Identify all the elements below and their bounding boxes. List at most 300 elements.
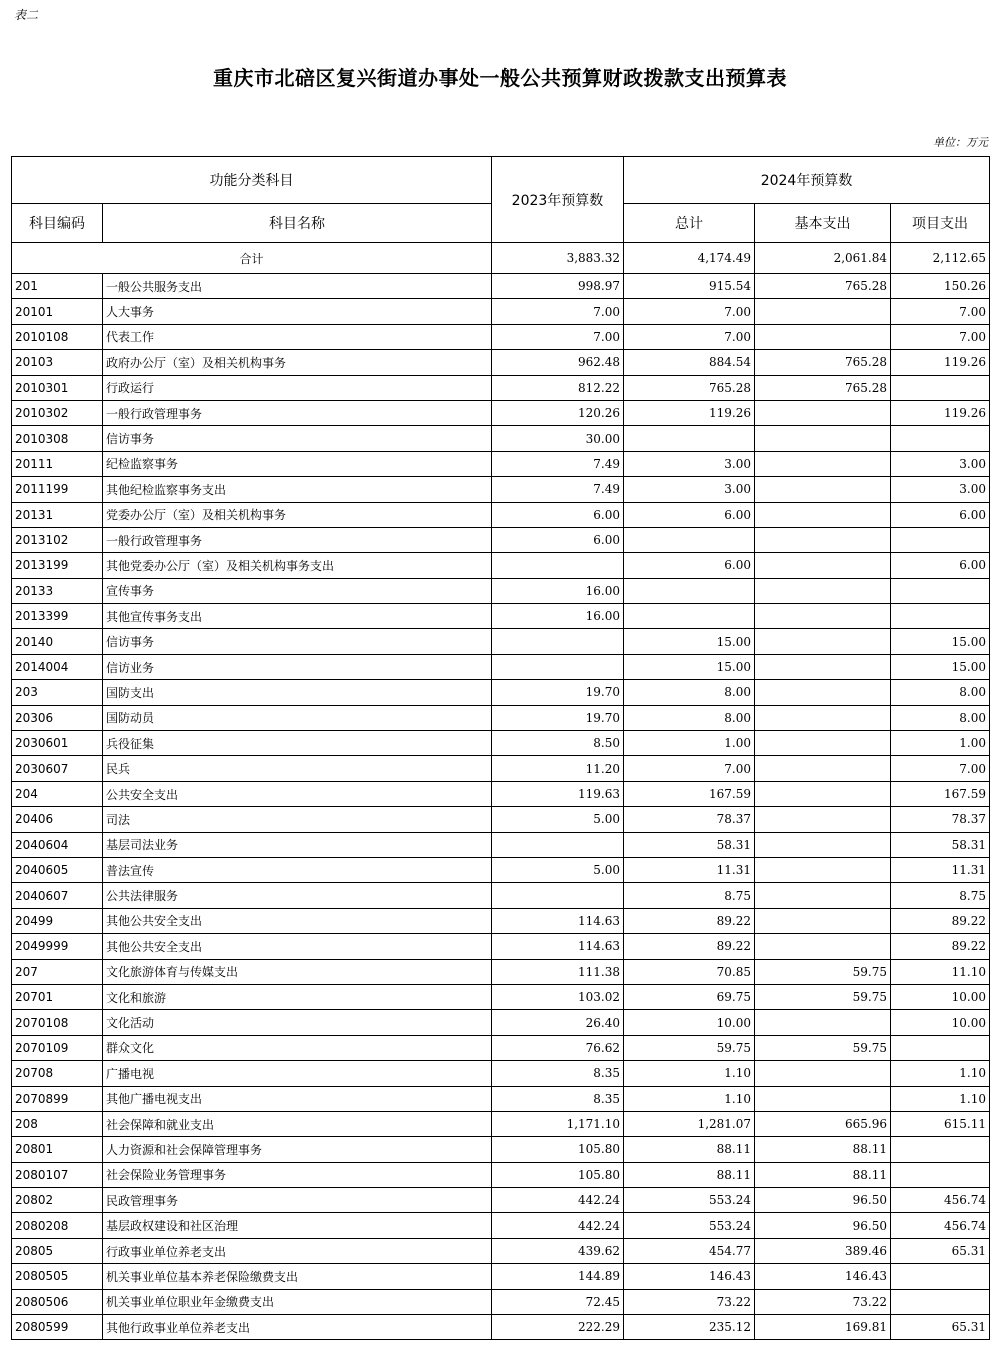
row-budget-2024-total: 89.22 <box>624 934 755 959</box>
row-name: 党委办公厅（室）及相关机构事务 <box>103 502 492 527</box>
row-budget-2024-project: 119.26 <box>891 350 990 375</box>
row-budget-2023: 19.70 <box>492 705 624 730</box>
row-budget-2024-basic <box>755 680 891 705</box>
row-budget-2024-project <box>891 578 990 603</box>
row-budget-2024-project: 15.00 <box>891 629 990 654</box>
row-name: 司法 <box>103 807 492 832</box>
row-budget-2024-basic: 389.46 <box>755 1238 891 1263</box>
total-2023: 3,883.32 <box>492 243 624 274</box>
row-budget-2023: 8.50 <box>492 731 624 756</box>
row-budget-2024-project: 7.00 <box>891 324 990 349</box>
row-budget-2023: 6.00 <box>492 502 624 527</box>
row-name: 基层政权建设和社区治理 <box>103 1213 492 1238</box>
row-budget-2024-basic: 96.50 <box>755 1213 891 1238</box>
row-budget-2023: 998.97 <box>492 274 624 299</box>
row-code: 2030601 <box>12 731 103 756</box>
row-budget-2024-total: 167.59 <box>624 781 755 806</box>
table-row <box>12 984 990 1009</box>
row-budget-2024-total: 6.00 <box>624 553 755 578</box>
row-name: 政府办公厅（室）及相关机构事务 <box>103 350 492 375</box>
row-name: 广播电视 <box>103 1061 492 1086</box>
table-row <box>12 1111 990 1136</box>
row-code: 20802 <box>12 1188 103 1213</box>
row-budget-2024-total: 15.00 <box>624 629 755 654</box>
row-name: 文化活动 <box>103 1010 492 1035</box>
row-budget-2024-total: 8.00 <box>624 705 755 730</box>
row-budget-2024-basic: 73.22 <box>755 1289 891 1314</box>
row-budget-2023: 30.00 <box>492 426 624 451</box>
row-budget-2024-basic <box>755 857 891 882</box>
header-functional-classification: 功能分类科目 <box>12 157 492 204</box>
row-budget-2024-basic <box>755 324 891 349</box>
row-name: 国防动员 <box>103 705 492 730</box>
row-code: 201 <box>12 274 103 299</box>
row-budget-2024-project: 1.00 <box>891 731 990 756</box>
table-row <box>12 1137 990 1162</box>
row-budget-2023: 962.48 <box>492 350 624 375</box>
table-row <box>12 1188 990 1213</box>
total-label: 合计 <box>12 243 492 274</box>
row-budget-2023: 442.24 <box>492 1213 624 1238</box>
table-row <box>12 400 990 425</box>
row-budget-2024-project: 8.00 <box>891 705 990 730</box>
table-row <box>12 629 990 654</box>
row-code: 208 <box>12 1111 103 1136</box>
table-row <box>12 832 990 857</box>
row-budget-2024-project: 119.26 <box>891 400 990 425</box>
row-budget-2023: 76.62 <box>492 1035 624 1060</box>
row-budget-2024-basic <box>755 629 891 654</box>
row-budget-2023: 119.63 <box>492 781 624 806</box>
row-budget-2024-total: 884.54 <box>624 350 755 375</box>
row-budget-2023 <box>492 883 624 908</box>
row-budget-2024-project: 6.00 <box>891 502 990 527</box>
row-budget-2024-total: 6.00 <box>624 502 755 527</box>
row-budget-2024-basic: 59.75 <box>755 984 891 1009</box>
row-name: 代表工作 <box>103 324 492 349</box>
row-budget-2023: 7.00 <box>492 299 624 324</box>
row-code: 20708 <box>12 1061 103 1086</box>
row-name: 其他行政事业单位养老支出 <box>103 1315 492 1340</box>
budget-table <box>11 156 990 1340</box>
row-code: 2013199 <box>12 553 103 578</box>
row-code: 2070899 <box>12 1086 103 1111</box>
row-budget-2024-project: 7.00 <box>891 756 990 781</box>
row-budget-2024-basic <box>755 451 891 476</box>
row-code: 2010301 <box>12 375 103 400</box>
row-name: 一般行政管理事务 <box>103 400 492 425</box>
table-row <box>12 477 990 502</box>
table-row <box>12 959 990 984</box>
row-budget-2023: 7.00 <box>492 324 624 349</box>
total-2024-basic: 2,061.84 <box>755 243 891 274</box>
row-budget-2024-basic <box>755 502 891 527</box>
row-budget-2023 <box>492 553 624 578</box>
row-name: 其他党委办公厅（室）及相关机构事务支出 <box>103 553 492 578</box>
header-project: 项目支出 <box>891 204 990 243</box>
row-name: 其他广播电视支出 <box>103 1086 492 1111</box>
row-name: 宣传事务 <box>103 578 492 603</box>
row-budget-2023: 8.35 <box>492 1061 624 1086</box>
row-code: 20499 <box>12 908 103 933</box>
row-code: 2049999 <box>12 934 103 959</box>
row-budget-2023: 439.62 <box>492 1238 624 1263</box>
row-budget-2024-basic <box>755 299 891 324</box>
row-budget-2024-project: 11.10 <box>891 959 990 984</box>
row-budget-2024-project <box>891 1264 990 1289</box>
row-name: 信访事务 <box>103 629 492 654</box>
header-code: 科目编码 <box>12 204 103 243</box>
row-budget-2024-basic <box>755 832 891 857</box>
table-row <box>12 1010 990 1035</box>
row-budget-2023: 16.00 <box>492 604 624 629</box>
row-budget-2024-basic <box>755 604 891 629</box>
row-budget-2023: 8.35 <box>492 1086 624 1111</box>
row-budget-2024-project <box>891 426 990 451</box>
table-row <box>12 857 990 882</box>
page-title: 重庆市北碚区复兴街道办事处一般公共预算财政拨款支出预算表 <box>213 66 787 90</box>
header-basic: 基本支出 <box>755 204 891 243</box>
row-budget-2023 <box>492 629 624 654</box>
row-budget-2024-project <box>891 375 990 400</box>
row-budget-2024-total: 119.26 <box>624 400 755 425</box>
row-budget-2024-project: 3.00 <box>891 451 990 476</box>
row-budget-2023: 16.00 <box>492 578 624 603</box>
row-code: 2010108 <box>12 324 103 349</box>
row-code: 2080107 <box>12 1162 103 1187</box>
row-budget-2024-basic: 169.81 <box>755 1315 891 1340</box>
row-budget-2024-total: 915.54 <box>624 274 755 299</box>
row-name: 行政事业单位养老支出 <box>103 1238 492 1263</box>
row-budget-2024-basic <box>755 807 891 832</box>
row-budget-2024-basic: 59.75 <box>755 1035 891 1060</box>
row-budget-2024-basic <box>755 781 891 806</box>
row-budget-2024-project: 10.00 <box>891 1010 990 1035</box>
row-name: 普法宣传 <box>103 857 492 882</box>
row-name: 国防支出 <box>103 680 492 705</box>
row-budget-2024-total: 78.37 <box>624 807 755 832</box>
row-budget-2024-project: 8.75 <box>891 883 990 908</box>
row-budget-2024-total: 15.00 <box>624 654 755 679</box>
row-code: 204 <box>12 781 103 806</box>
table-row <box>12 604 990 629</box>
row-budget-2024-basic <box>755 756 891 781</box>
row-budget-2023: 222.29 <box>492 1315 624 1340</box>
row-code: 207 <box>12 959 103 984</box>
row-code: 2010308 <box>12 426 103 451</box>
row-budget-2024-basic <box>755 934 891 959</box>
row-budget-2024-project: 15.00 <box>891 654 990 679</box>
table-row <box>12 426 990 451</box>
row-code: 2014004 <box>12 654 103 679</box>
table-row <box>12 756 990 781</box>
table-row <box>12 1035 990 1060</box>
row-budget-2024-basic <box>755 527 891 552</box>
row-budget-2023: 114.63 <box>492 934 624 959</box>
row-budget-2023: 72.45 <box>492 1289 624 1314</box>
row-budget-2024-total: 8.00 <box>624 680 755 705</box>
row-code: 20801 <box>12 1137 103 1162</box>
table-row <box>12 883 990 908</box>
row-budget-2024-basic <box>755 477 891 502</box>
row-budget-2023: 7.49 <box>492 477 624 502</box>
header-budget-2023: 2023年预算数 <box>492 157 624 243</box>
row-budget-2024-total: 553.24 <box>624 1213 755 1238</box>
unit-label: 单位：万元 <box>933 136 988 149</box>
row-budget-2024-project: 10.00 <box>891 984 990 1009</box>
total-2024-total: 4,174.49 <box>624 243 755 274</box>
row-budget-2024-total: 765.28 <box>624 375 755 400</box>
row-budget-2024-basic: 146.43 <box>755 1264 891 1289</box>
table-row <box>12 1213 990 1238</box>
row-budget-2023: 105.80 <box>492 1162 624 1187</box>
row-budget-2023: 111.38 <box>492 959 624 984</box>
row-budget-2024-total: 8.75 <box>624 883 755 908</box>
table-row <box>12 527 990 552</box>
row-code: 2040604 <box>12 832 103 857</box>
row-budget-2024-total <box>624 604 755 629</box>
row-budget-2024-project: 150.26 <box>891 274 990 299</box>
row-budget-2024-basic: 96.50 <box>755 1188 891 1213</box>
header-budget-2024: 2024年预算数 <box>624 157 990 204</box>
row-budget-2023: 1,171.10 <box>492 1111 624 1136</box>
row-code: 20406 <box>12 807 103 832</box>
row-code: 20805 <box>12 1238 103 1263</box>
row-code: 2080505 <box>12 1264 103 1289</box>
row-budget-2024-project: 6.00 <box>891 553 990 578</box>
row-budget-2024-basic <box>755 426 891 451</box>
row-budget-2024-basic <box>755 883 891 908</box>
header-name: 科目名称 <box>103 204 492 243</box>
row-code: 20133 <box>12 578 103 603</box>
table-row <box>12 578 990 603</box>
row-budget-2023: 5.00 <box>492 857 624 882</box>
row-code: 20306 <box>12 705 103 730</box>
row-name: 社会保障和就业支出 <box>103 1111 492 1136</box>
row-budget-2024-total <box>624 578 755 603</box>
row-budget-2023: 114.63 <box>492 908 624 933</box>
table-row <box>12 781 990 806</box>
row-budget-2024-basic <box>755 1086 891 1111</box>
row-code: 2070108 <box>12 1010 103 1035</box>
row-budget-2024-basic <box>755 1010 891 1035</box>
table-row <box>12 1162 990 1187</box>
row-budget-2024-project: 1.10 <box>891 1061 990 1086</box>
row-budget-2023: 6.00 <box>492 527 624 552</box>
row-budget-2024-project: 65.31 <box>891 1238 990 1263</box>
row-code: 20701 <box>12 984 103 1009</box>
row-budget-2024-project <box>891 1162 990 1187</box>
row-budget-2024-basic: 88.11 <box>755 1137 891 1162</box>
row-budget-2024-total: 1.10 <box>624 1061 755 1086</box>
row-name: 纪检监察事务 <box>103 451 492 476</box>
row-name: 人大事务 <box>103 299 492 324</box>
row-name: 其他宣传事务支出 <box>103 604 492 629</box>
row-budget-2024-total: 553.24 <box>624 1188 755 1213</box>
table-row <box>12 553 990 578</box>
row-name: 民政管理事务 <box>103 1188 492 1213</box>
row-budget-2024-total: 7.00 <box>624 324 755 349</box>
row-budget-2024-project: 3.00 <box>891 477 990 502</box>
row-code: 20131 <box>12 502 103 527</box>
row-budget-2024-total: 70.85 <box>624 959 755 984</box>
row-budget-2024-project: 167.59 <box>891 781 990 806</box>
table-row <box>12 705 990 730</box>
table-row <box>12 731 990 756</box>
row-code: 20111 <box>12 451 103 476</box>
row-budget-2024-basic <box>755 1061 891 1086</box>
row-budget-2024-project <box>891 604 990 629</box>
total-2024-project: 2,112.65 <box>891 243 990 274</box>
row-budget-2024-project: 456.74 <box>891 1188 990 1213</box>
row-budget-2023 <box>492 654 624 679</box>
table-row <box>12 1238 990 1263</box>
row-code: 2080599 <box>12 1315 103 1340</box>
row-budget-2024-total: 73.22 <box>624 1289 755 1314</box>
table-row <box>12 375 990 400</box>
row-budget-2024-total: 235.12 <box>624 1315 755 1340</box>
row-budget-2024-total: 1,281.07 <box>624 1111 755 1136</box>
row-budget-2024-total: 3.00 <box>624 477 755 502</box>
row-budget-2024-basic <box>755 400 891 425</box>
row-code: 2080506 <box>12 1289 103 1314</box>
table-row <box>12 1061 990 1086</box>
row-code: 2070109 <box>12 1035 103 1060</box>
row-budget-2023: 5.00 <box>492 807 624 832</box>
row-budget-2024-basic: 765.28 <box>755 375 891 400</box>
row-budget-2024-total <box>624 527 755 552</box>
row-budget-2024-project: 78.37 <box>891 807 990 832</box>
row-budget-2024-basic: 765.28 <box>755 274 891 299</box>
row-budget-2023: 7.49 <box>492 451 624 476</box>
row-budget-2024-project: 89.22 <box>891 934 990 959</box>
row-budget-2024-project: 7.00 <box>891 299 990 324</box>
row-budget-2024-total: 59.75 <box>624 1035 755 1060</box>
row-budget-2023: 19.70 <box>492 680 624 705</box>
row-budget-2024-project: 58.31 <box>891 832 990 857</box>
row-budget-2024-project: 11.31 <box>891 857 990 882</box>
row-budget-2024-total: 58.31 <box>624 832 755 857</box>
row-name: 机关事业单位职业年金缴费支出 <box>103 1289 492 1314</box>
row-budget-2024-basic <box>755 705 891 730</box>
table-row <box>12 1264 990 1289</box>
row-name: 其他公共安全支出 <box>103 934 492 959</box>
row-budget-2024-project: 1.10 <box>891 1086 990 1111</box>
row-budget-2024-basic: 665.96 <box>755 1111 891 1136</box>
row-code: 2040607 <box>12 883 103 908</box>
row-code: 2010302 <box>12 400 103 425</box>
row-budget-2024-basic <box>755 908 891 933</box>
row-code: 2013102 <box>12 527 103 552</box>
row-budget-2024-total: 454.77 <box>624 1238 755 1263</box>
row-name: 文化和旅游 <box>103 984 492 1009</box>
row-budget-2024-basic: 59.75 <box>755 959 891 984</box>
row-budget-2023 <box>492 832 624 857</box>
row-budget-2024-project: 89.22 <box>891 908 990 933</box>
table-row <box>12 908 990 933</box>
row-name: 人力资源和社会保障管理事务 <box>103 1137 492 1162</box>
row-budget-2023: 105.80 <box>492 1137 624 1162</box>
row-code: 2040605 <box>12 857 103 882</box>
row-budget-2024-total: 7.00 <box>624 756 755 781</box>
row-budget-2024-total: 11.31 <box>624 857 755 882</box>
row-budget-2024-total: 146.43 <box>624 1264 755 1289</box>
row-budget-2024-project <box>891 1289 990 1314</box>
row-budget-2024-total: 1.00 <box>624 731 755 756</box>
row-budget-2023: 120.26 <box>492 400 624 425</box>
row-budget-2023: 26.40 <box>492 1010 624 1035</box>
row-budget-2024-project: 8.00 <box>891 680 990 705</box>
row-name: 一般公共服务支出 <box>103 274 492 299</box>
row-budget-2024-total: 7.00 <box>624 299 755 324</box>
table-row <box>12 274 990 299</box>
row-budget-2023: 144.89 <box>492 1264 624 1289</box>
row-name: 信访业务 <box>103 654 492 679</box>
row-code: 203 <box>12 680 103 705</box>
row-name: 其他公共安全支出 <box>103 908 492 933</box>
row-budget-2024-project: 615.11 <box>891 1111 990 1136</box>
row-name: 民兵 <box>103 756 492 781</box>
table-number-label: 表二 <box>14 8 39 22</box>
table-row <box>12 502 990 527</box>
row-name: 基层司法业务 <box>103 832 492 857</box>
table-row <box>12 451 990 476</box>
row-name: 群众文化 <box>103 1035 492 1060</box>
row-name: 行政运行 <box>103 375 492 400</box>
row-budget-2024-basic <box>755 553 891 578</box>
row-budget-2024-total: 88.11 <box>624 1162 755 1187</box>
row-name: 其他纪检监察事务支出 <box>103 477 492 502</box>
table-row <box>12 934 990 959</box>
row-budget-2024-basic <box>755 578 891 603</box>
row-budget-2023: 103.02 <box>492 984 624 1009</box>
table-row <box>12 1289 990 1314</box>
row-name: 一般行政管理事务 <box>103 527 492 552</box>
row-budget-2024-basic: 765.28 <box>755 350 891 375</box>
row-budget-2024-basic <box>755 731 891 756</box>
table-row <box>12 654 990 679</box>
row-budget-2024-total: 3.00 <box>624 451 755 476</box>
row-code: 20103 <box>12 350 103 375</box>
table-row <box>12 350 990 375</box>
table-row <box>12 324 990 349</box>
row-budget-2023: 442.24 <box>492 1188 624 1213</box>
row-name: 文化旅游体育与传媒支出 <box>103 959 492 984</box>
row-budget-2024-total <box>624 426 755 451</box>
header-total: 总计 <box>624 204 755 243</box>
table-row <box>12 807 990 832</box>
row-budget-2024-project: 65.31 <box>891 1315 990 1340</box>
row-budget-2024-project <box>891 527 990 552</box>
row-code: 2030607 <box>12 756 103 781</box>
table-row <box>12 1086 990 1111</box>
row-budget-2024-total: 89.22 <box>624 908 755 933</box>
row-budget-2024-total: 88.11 <box>624 1137 755 1162</box>
row-name: 公共法律服务 <box>103 883 492 908</box>
table-row <box>12 299 990 324</box>
row-budget-2023: 812.22 <box>492 375 624 400</box>
row-name: 机关事业单位基本养老保险缴费支出 <box>103 1264 492 1289</box>
row-budget-2024-project <box>891 1137 990 1162</box>
row-code: 2011199 <box>12 477 103 502</box>
row-code: 20101 <box>12 299 103 324</box>
row-code: 2080208 <box>12 1213 103 1238</box>
table-row <box>12 1315 990 1340</box>
row-code: 20140 <box>12 629 103 654</box>
row-budget-2024-total: 10.00 <box>624 1010 755 1035</box>
row-name: 社会保险业务管理事务 <box>103 1162 492 1187</box>
total-row <box>12 243 990 274</box>
